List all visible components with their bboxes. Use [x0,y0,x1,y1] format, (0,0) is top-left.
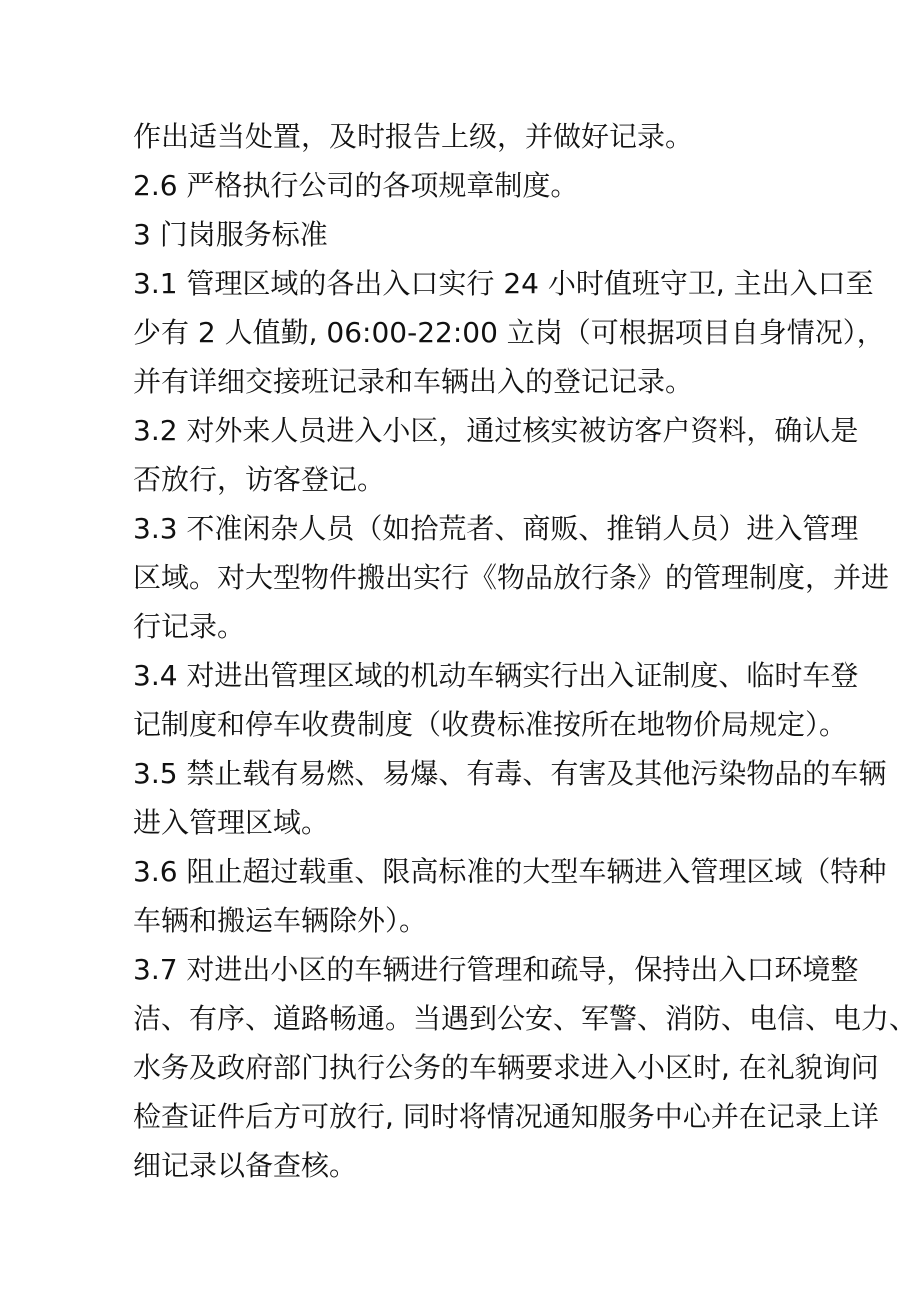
section-2-6-line: 2.6 严格执行公司的各项规章制度。 [133,169,579,202]
text-line: 作出适当处置，及时报告上级，并做好记录。 [133,120,694,153]
section-3-1-line-1: 3.1 管理区域的各出入口实行 24 小时值班守卫, 主出入口至 [133,267,874,300]
section-3-5-line-2: 进入管理区域。 [133,806,330,839]
section-3-2-line-2: 否放行，访客登记。 [133,463,386,496]
section-3-3-line-2: 区域。对大型物件搬出实行《物品放行条》的管理制度，并进 [133,561,890,594]
section-3-6-line-1: 3.6 阻止超过载重、限高标准的大型车辆进入管理区域（特种 [133,855,887,888]
section-3-1-line-3: 并有详细交接班记录和车辆出入的登记记录。 [133,365,694,398]
section-3-7-line-4: 检查证件后方可放行, 同时将情况通知服务中心并在记录上详 [133,1100,879,1133]
section-3-7-line-2: 洁、有序、道路畅通。当遇到公安、军警、消防、电信、电力、 [133,1002,918,1035]
section-3-7-line-3: 水务及政府部门执行公务的车辆要求进入小区时, 在礼貌询问 [133,1051,879,1084]
section-3-5-line-1: 3.5 禁止载有易燃、易爆、有毒、有害及其他污染物品的车辆 [133,757,887,790]
section-3-4-line-2: 记制度和停车收费制度（收费标准按所在地物价局规定）。 [133,708,848,741]
section-3-3-line-1: 3.3 不准闲杂人员（如拾荒者、商贩、推销人员）进入管理 [133,512,859,545]
section-3-4-line-1: 3.4 对进出管理区域的机动车辆实行出入证制度、临时车登 [133,659,859,692]
section-3-2-line-1: 3.2 对外来人员进入小区，通过核实被访客户资料，确认是 [133,414,859,447]
section-3-3-line-3: 行记录。 [133,610,246,643]
section-3-7-line-1: 3.7 对进出小区的车辆进行管理和疏导，保持出入口环境整 [133,953,859,986]
section-3-1-line-2: 少有 2 人值勤, 06:00-22:00 立岗（可根据项目自身情况）， [133,316,885,349]
section-3-heading: 3 门岗服务标准 [133,218,328,251]
section-3-7-line-5: 细记录以备查核。 [133,1149,358,1182]
section-3-6-line-2: 车辆和搬运车辆除外）。 [133,904,428,937]
document-body [133,112,918,1190]
